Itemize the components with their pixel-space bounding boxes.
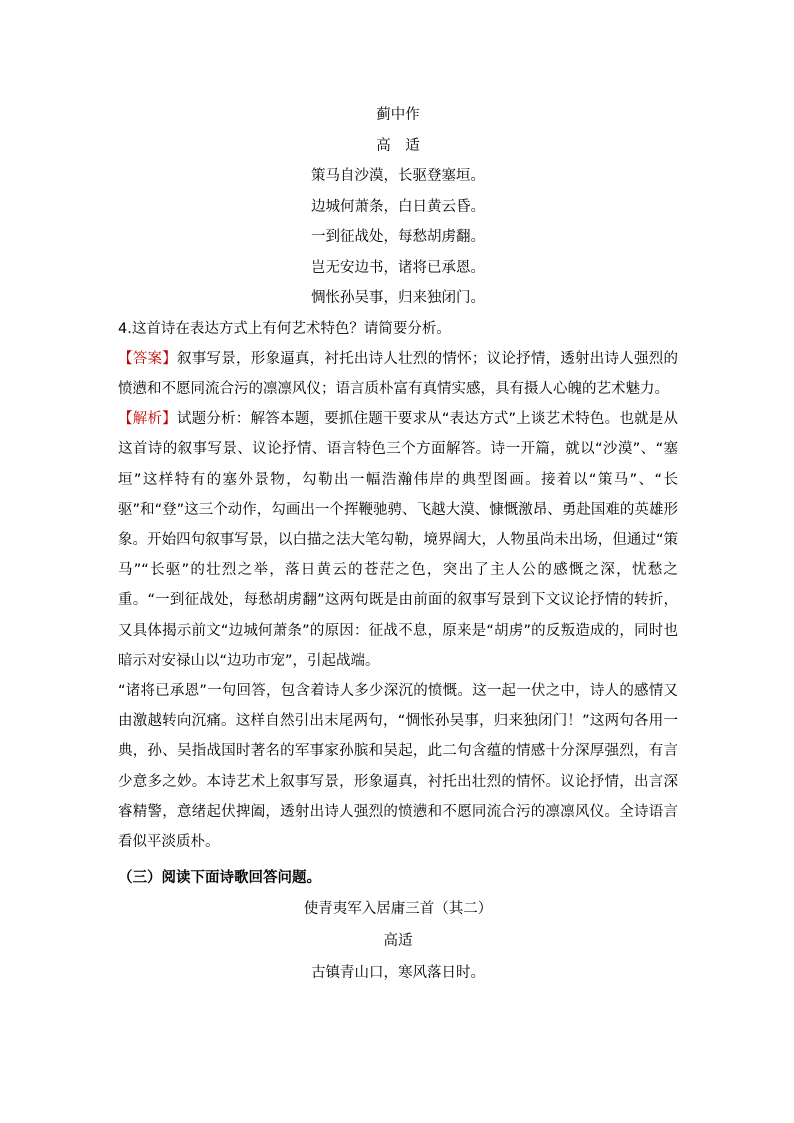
analysis-paragraph-2: “诸将已承恩”一句回答，包含着诗人多少深沉的愤慨。这一起一伏之中，诗人的感情又由激越转向沉痛。这样自然引出末尾两句，“惆怅孙吴事，归来独闭门！”这两句各用一典，孙、吴指战国时著名的军事家孙膑和吴起，此二句含蕴的情感十分深厚强烈，有言少意多之妙。本诗艺术上叙事写景，形象逼真，衬托出壮烈的情怀。议论抒情，出言深睿精警，意绪起伏捭阖，透射出诗人强烈的愤懑和不愿同流合污的凛凛风仪。全诗语言看似平淡质朴。 [118, 682, 678, 850]
document-page [118, 100, 678, 989]
poem-title: 蓟中作 [376, 107, 420, 123]
poem-block-1 [118, 100, 678, 314]
answer-paragraph [118, 344, 678, 404]
section-heading: （三）阅读下面诗歌回答问题。 [118, 870, 321, 887]
poem-line: 一到征战处，每愁胡虏翻。 [311, 229, 485, 245]
poem-line: 策马自沙漠，长驱登塞垣。 [311, 168, 485, 184]
poem-line: 边城何萧条，白日黄云昏。 [311, 198, 485, 215]
question-text: 4.这首诗在表达方式上有何艺术特色？请简要分析。 [118, 320, 451, 337]
poem-line: 岂无安边书，诸将已承恩。 [311, 259, 485, 276]
analysis-paragraph-1 [118, 404, 678, 676]
poem-line: 惆怅孙吴事，归来独闭门。 [311, 290, 485, 306]
poem-block-2 [118, 893, 678, 989]
analysis-text: 试题分析：解答本题，要抓住题干要求从“表达方式”上谈艺术特色。也就是从这首诗的叙事写景、议论抒情、语言特色三个方面解答。诗一开篇，就以“沙漠”、“塞垣”这样特有的塞外景物，勾勒出一幅浩瀚伟岸的典型图画。接着以“策马”、“长驱”和“登”这三个动作，勾画出一个挥鞭驰骋、飞越大漠、慷慨激昂、勇赴国难的英雄形象。开始四句叙事写景，以白描之法大笔勾勒，境界阔大，人物虽尚未出场，但通过“策马”“长驱”的壮烈之举，落日黄云的苍茫之色，突出了主人公的感慨之深，忧愁之重。“一到征战处，每愁胡虏翻”这两句既是由前面的叙事写景到下文议论抒情的转折，又具体揭示前文“边城何萧条”的原因：征战不息，原来是“胡虏”的反叛造成的，同时也暗示对安禄山以“边功市宠”，引起战端。 [118, 411, 679, 669]
answer-text: 叙事写景，形象逼真，衬托出诗人壮烈的情怀；议论抒情，透射出诗人强烈的愤懑和不愿同流合污的凛凛风仪；语言质朴富有真情实感，具有摄人心魄的艺术魅力。 [118, 350, 679, 397]
answer-label: 【答案】 [118, 350, 177, 367]
analysis-label: 【解析】 [118, 411, 177, 428]
poem-author: 高适 [383, 933, 413, 950]
poem-author: 高 适 [376, 137, 420, 154]
poem-title: 使青夷军入居庸三首（其二） [303, 901, 493, 918]
poem-line: 古镇青山口，寒风落日时。 [311, 965, 485, 982]
